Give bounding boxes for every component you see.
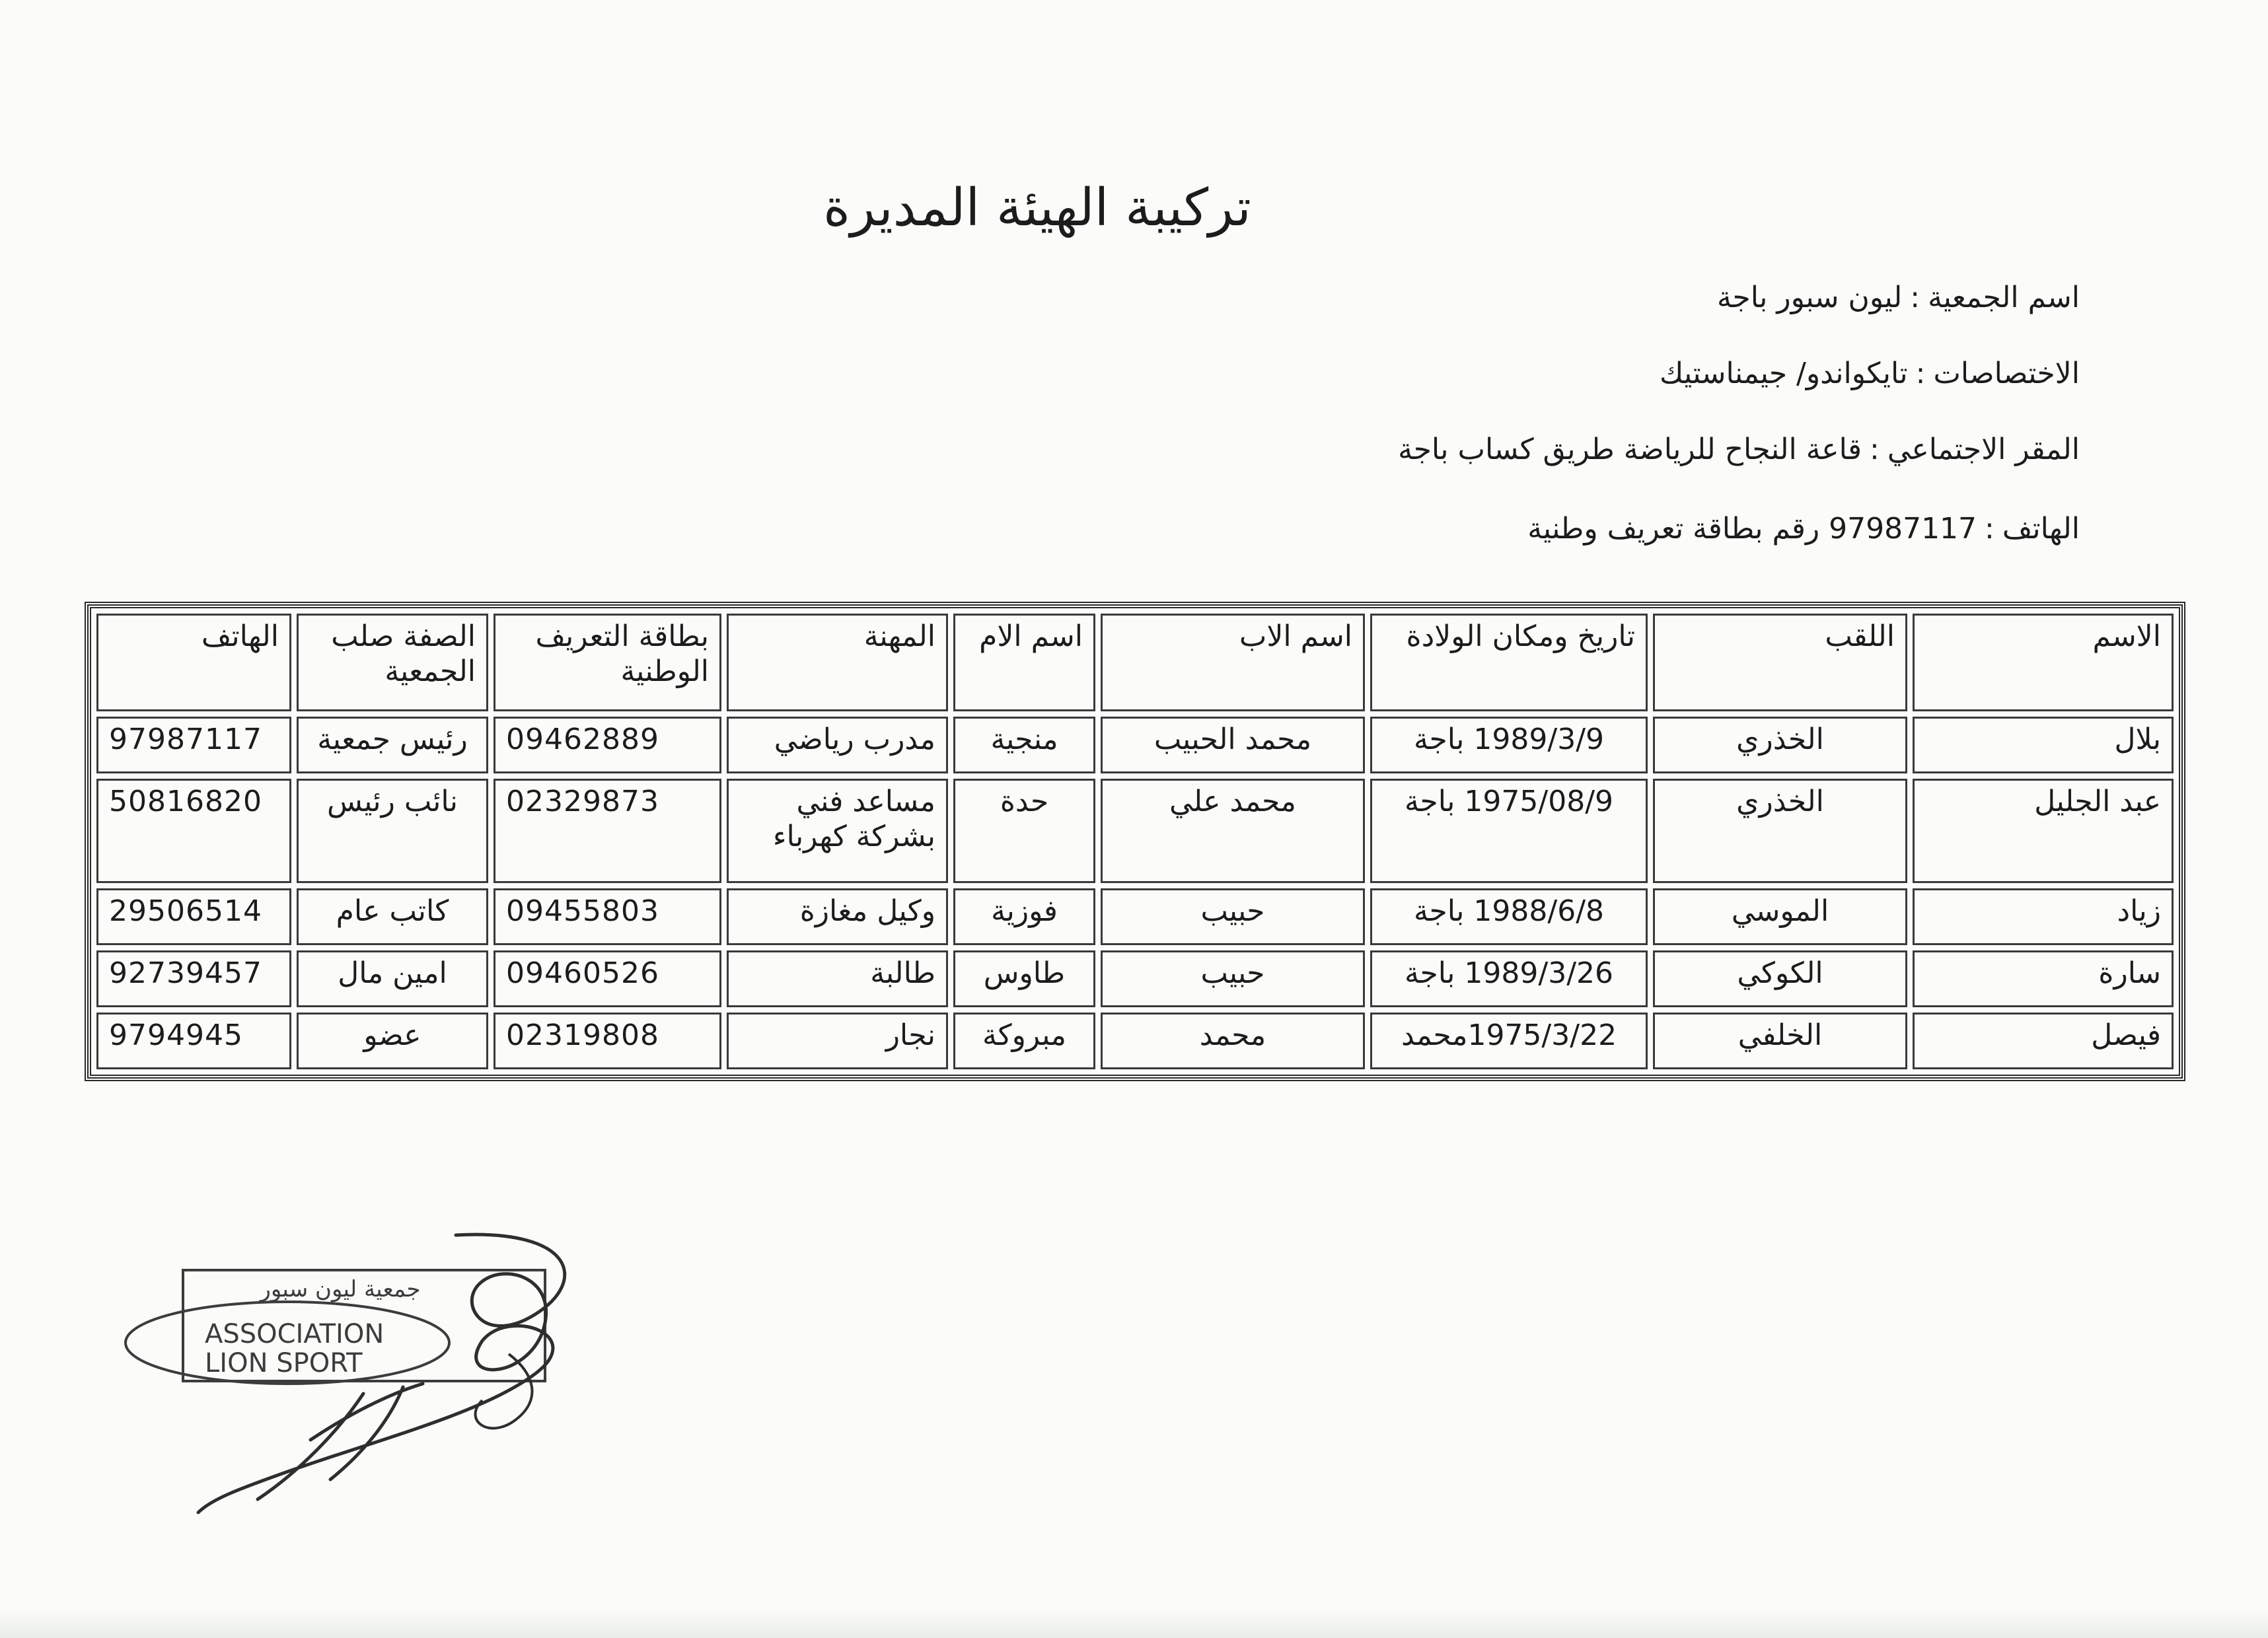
cell-surname: الخذري [1653,717,1907,773]
cell-mother: فوزية [953,888,1095,945]
cell-mother: حدة [953,779,1095,883]
table-row [96,1013,2174,1069]
cell-profession: مساعد فني بشركة كهرباء [727,779,948,883]
board-members-table [87,604,2183,1079]
header-surname: اللقب [1653,614,1907,711]
association-name-label: اسم الجمعية [1928,281,2080,314]
header-mother-name: اسم الام [953,614,1095,711]
cell-profession: طالبة [727,950,948,1007]
document-title: تركيبة الهيئة المديرة [823,178,1251,238]
cell-name: فيصل [1913,1013,2174,1069]
signature-scribble [112,1222,614,1539]
cell-father: محمد الحبيب [1101,717,1365,773]
cell-name: بلال [1913,717,2174,773]
cell-father: حبيب [1101,950,1365,1007]
header-national-id: بطاقة التعريف الوطنية [494,614,721,711]
specialties-value: تايكواندو/ جيمناستيك [1659,357,1908,390]
cell-name: زياد [1913,888,2174,945]
cell-national-id: 02319808 [494,1013,721,1069]
specialties-line: الاختصاصات:تايكواندو/ جيمناستيك [1659,357,2080,390]
table-header-row [96,614,2174,711]
cell-birth: 1975/3/22محمد [1370,1013,1648,1069]
association-name-value: ليون سبور باجة [1716,281,1903,314]
cell-profession: نجار [727,1013,948,1069]
stamp-arabic-text: جمعية ليون سبور [260,1276,421,1302]
association-name-line: اسم الجمعية:ليون سبور باجة [1716,281,2080,314]
cell-phone: 50816820 [96,779,291,883]
cell-profession: مدرب رياضي [727,717,948,773]
phone-label: الهاتف [2002,512,2080,546]
table-row [96,950,2174,1007]
header-birth-date-place: تاريخ ومكان الولادة [1370,614,1648,711]
cell-mother: منجية [953,717,1095,773]
cell-role: كاتب عام [297,888,488,945]
cell-mother: مبروكة [953,1013,1095,1069]
cell-surname: الخذري [1653,779,1907,883]
stamp-line-1: ASSOCIATION [205,1319,384,1349]
cell-role: امين مال [297,950,488,1007]
cell-role: رئيس جمعية [297,717,488,773]
cell-mother: طاوس [953,950,1095,1007]
headquarters-label: المقر الاجتماعي [1887,433,2080,466]
table-row [96,779,2174,883]
cell-birth: 1989/3/26 باجة [1370,950,1648,1007]
cell-national-id: 09462889 [494,717,721,773]
header-profession: المهنة [727,614,948,711]
table-row [96,888,2174,945]
cell-profession: وكيل مغازة [727,888,948,945]
scan-edge [0,1612,2268,1638]
cell-role: نائب رئيس [297,779,488,883]
cell-phone: 29506514 [96,888,291,945]
cell-phone: 97987117 [96,717,291,773]
cell-name: عبد الجليل [1913,779,2174,883]
cell-national-id: 09460526 [494,950,721,1007]
header-role: الصفة صلب الجمعية [297,614,488,711]
cell-name: سارة [1913,950,2174,1007]
stamp-line-2: LION SPORT [205,1348,363,1378]
cell-father: محمد [1101,1013,1365,1069]
cell-national-id: 09455803 [494,888,721,945]
cell-national-id: 02329873 [494,779,721,883]
specialties-label: الاختصاصات [1933,357,2080,390]
cell-birth: 1989/3/9 باجة [1370,717,1648,773]
cell-father: محمد علي [1101,779,1365,883]
header-name: الاسم [1913,614,2174,711]
phone-value: 97987117 رقم بطاقة تعريف وطنية [1527,512,1977,546]
cell-birth: 1988/6/8 باجة [1370,888,1648,945]
cell-role: عضو [297,1013,488,1069]
headquarters-line: المقر الاجتماعي:قاعة النجاح للرياضة طريق كساب باجة [1398,433,2080,466]
cell-phone: 92739457 [96,950,291,1007]
header-phone: الهاتف [96,614,291,711]
cell-father: حبيب [1101,888,1365,945]
cell-birth: 1975/08/9 باجة [1370,779,1648,883]
table-row [96,717,2174,773]
phone-line: الهاتف:97987117 رقم بطاقة تعريف وطنية [1527,512,2080,546]
header-father-name: اسم الاب [1101,614,1365,711]
cell-surname: الخلفي [1653,1013,1907,1069]
headquarters-value: قاعة النجاح للرياضة طريق كساب باجة [1398,433,1862,466]
cell-surname: الكوكي [1653,950,1907,1007]
cell-surname: الموسي [1653,888,1907,945]
cell-phone: 9794945 [96,1013,291,1069]
